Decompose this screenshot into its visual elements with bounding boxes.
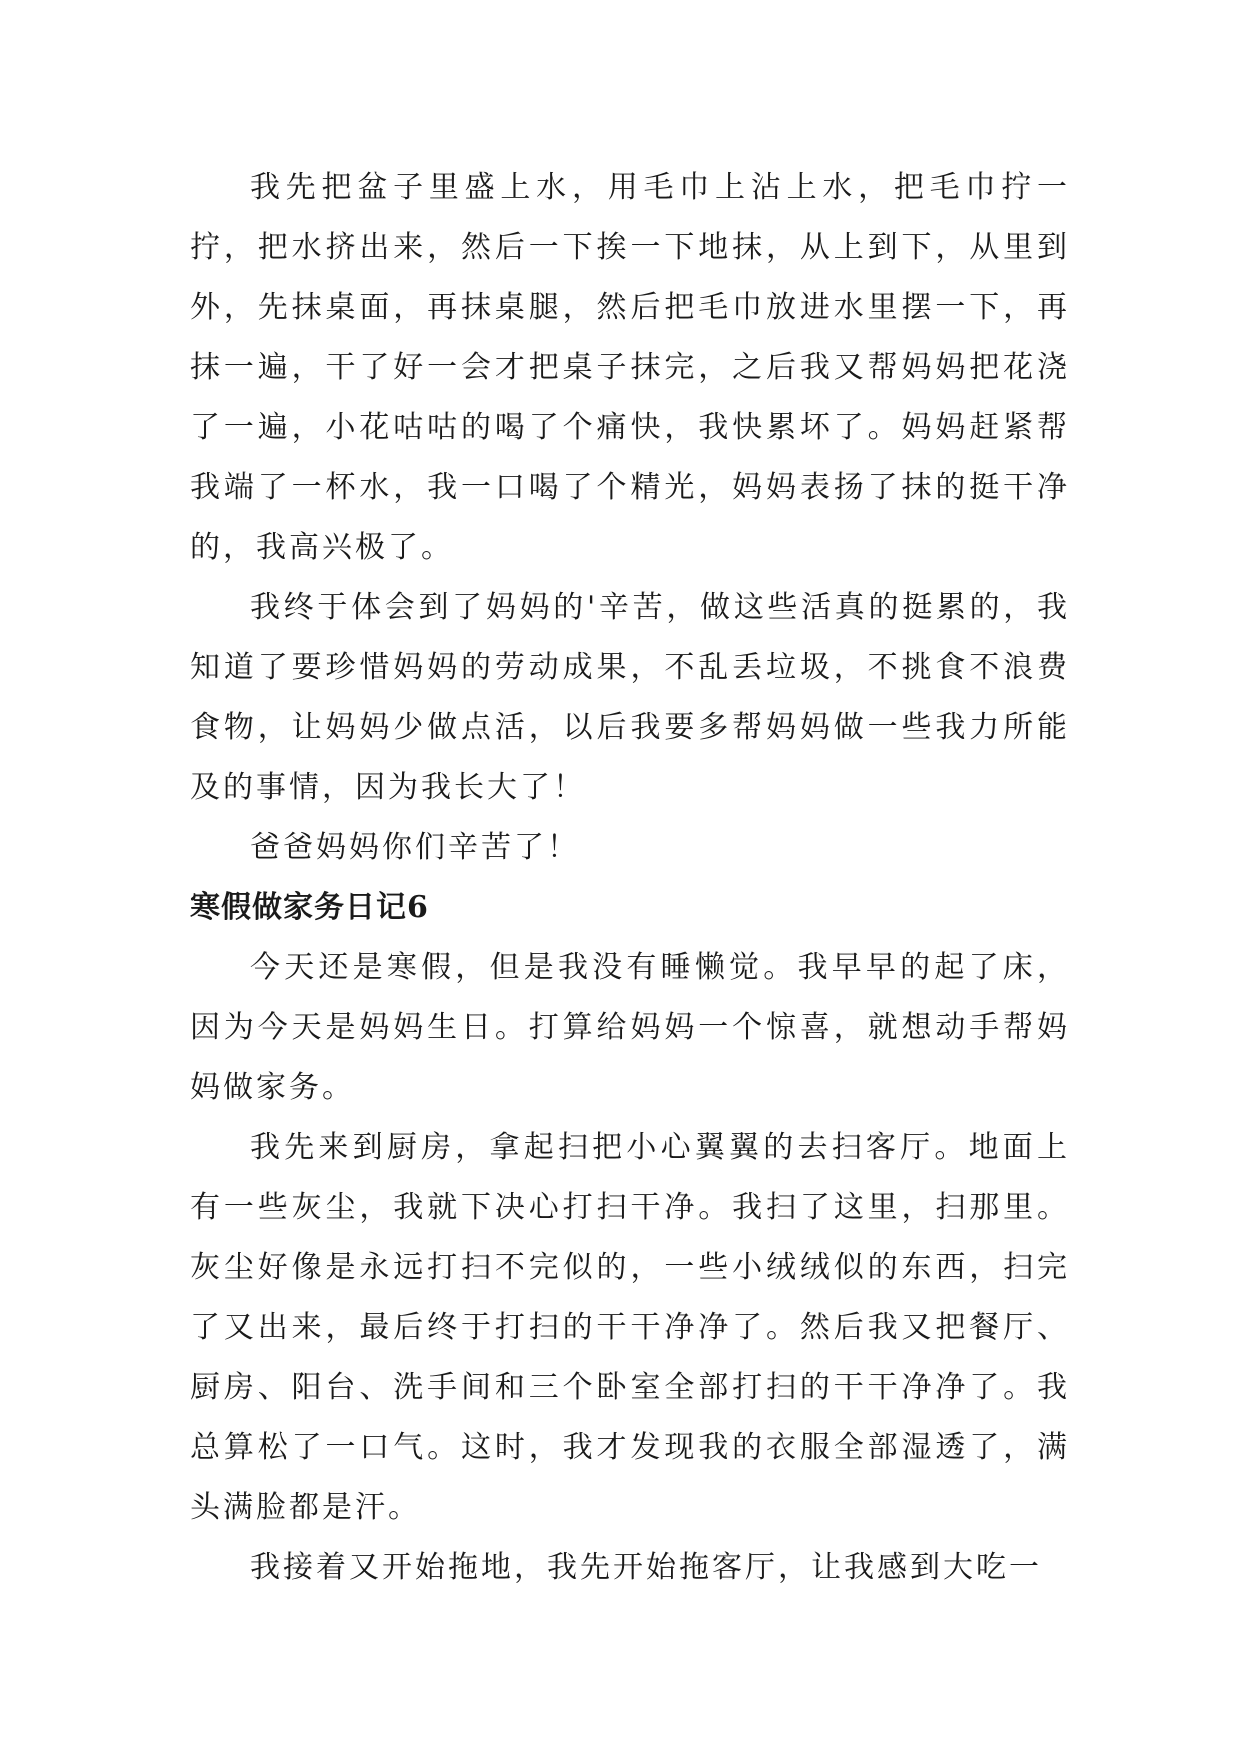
paragraph-mother-hard-work: 我终于体会到了妈妈的'辛苦，做这些活真的挺累的，我知道了要珍惜妈妈的劳动成果，不乱丢垃圾，不挑食不浪费食物，让妈妈少做点活，以后我要多帮妈妈做一些我力所能及的事情，因为我长大了！: [190, 590, 1070, 805]
paragraph-wiping-table: 我先把盆子里盛上水，用毛巾上沾上水，把毛巾拧一拧，把水挤出来，然后一下挨一下地抹，从上到下，从里到外，先抹桌面，再抹桌腿，然后把毛巾放进水里摆一下，再抹一遍，干了好一会才把桌子抹完，之后我又帮妈妈把花浇了一遍，小花咕咕的喝了个痛快，我快累坏了。妈妈赶紧帮我端了一杯水，我一口喝了个精光，妈妈表扬了抹的挺干净的，我高兴极了。: [190, 170, 1070, 565]
paragraph-winter-break-morning: 今天还是寒假，但是我没有睡懒觉。我早早的起了床，因为今天是妈妈生日。打算给妈妈一个惊喜，就想动手帮妈妈做家务。: [190, 950, 1070, 1105]
section-title: 寒假做家务日记6: [190, 890, 429, 925]
paragraph-sweeping: 我先来到厨房，拿起扫把小心翼翼的去扫客厅。地面上有一些灰尘，我就下决心打扫干净。我扫了这里，扫那里。灰尘好像是永远打扫不完似的，一些小绒绒似的东西，扫完了又出来，最后终于打扫的干干净净了。然后我又把餐厅、厨房、阳台、洗手间和三个卧室全部打扫的干干净净了。我总算松了一口气。这时，我才发现我的衣服全部湿透了，满头满脸都是汗。: [190, 1130, 1070, 1525]
document-page: [190, 158, 1070, 1598]
paragraph-mopping: 我接着又开始拖地，我先开始拖客厅，让我感到大吃一: [250, 1550, 1042, 1585]
paragraph-thanks-parents: 爸爸妈妈你们辛苦了！: [250, 830, 580, 865]
